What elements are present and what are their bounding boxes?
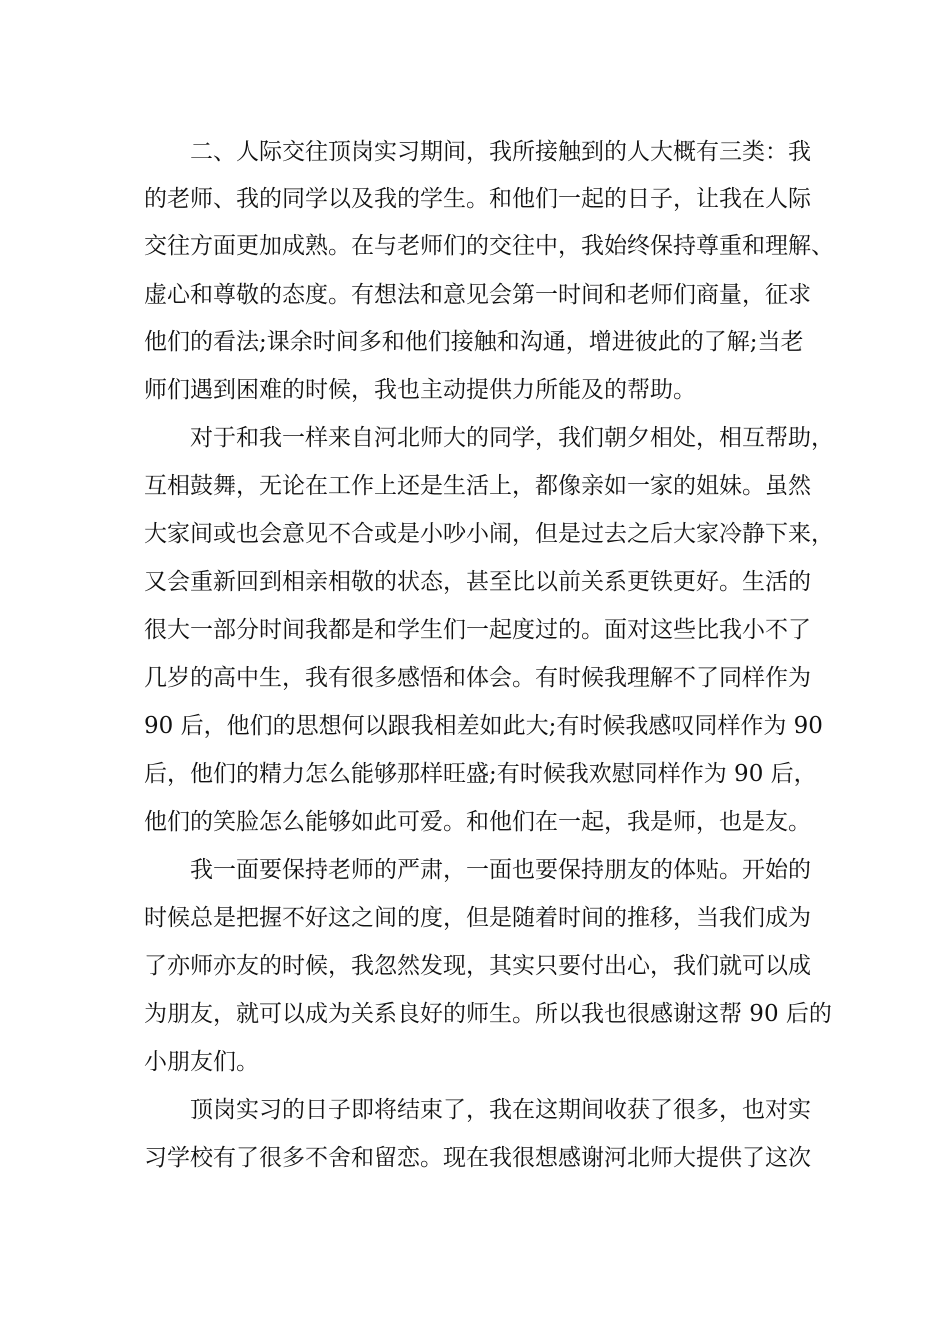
text-line: 的老师、我的同学以及我的学生。和他们一起的日子，让我在人际 — [144, 186, 811, 212]
text-line: 二、人际交往顶岗实习期间，我所接触到的人大概有三类：我 — [144, 139, 811, 165]
text-line: 为朋友，就可以成为关系良好的师生。所以我也很感谢这帮 90 后的 — [144, 1001, 832, 1027]
text-line: 时候总是把握不好这之间的度，但是随着时间的推移，当我们成为 — [144, 905, 811, 931]
text-line: 习学校有了很多不舍和留恋。现在我很想感谢河北师大提供了这次 — [144, 1145, 811, 1171]
text-line: 他们的看法;课余时间多和他们接触和沟通，增进彼此的了解;当老 — [144, 329, 804, 355]
text-line: 师们遇到困难的时候，我也主动提供力所能及的帮助。 — [144, 377, 696, 403]
text-line: 我一面要保持老师的严肃，一面也要保持朋友的体贴。开始的 — [144, 857, 811, 883]
text-line: 交往方面更加成熟。在与老师们的交往中，我始终保持尊重和理解、 — [144, 233, 834, 259]
text-line: 几岁的高中生，我有很多感悟和体会。有时候我理解不了同样作为 — [144, 665, 811, 691]
text-line: 了亦师亦友的时候，我忽然发现，其实只要付出心，我们就可以成 — [144, 953, 811, 979]
text-line: 互相鼓舞，无论在工作上还是生活上，都像亲如一家的姐妹。虽然 — [144, 473, 811, 499]
text-line: 顶岗实习的日子即将结束了，我在这期间收获了很多，也对实 — [144, 1097, 811, 1123]
text-line: 后，他们的精力怎么能够那样旺盛;有时候我欢慰同样作为 90 后， — [144, 761, 817, 787]
text-line: 对于和我一样来自河北师大的同学，我们朝夕相处，相互帮助， — [144, 425, 834, 451]
text-line: 他们的笑脸怎么能够如此可爱。和他们在一起，我是师，也是友。 — [144, 809, 811, 835]
text-line: 90 后，他们的思想何以跟我相差如此大;有时候我感叹同样作为 90 — [144, 713, 823, 739]
text-line: 大家间或也会意见不合或是小吵小闹，但是过去之后大家冷静下来， — [144, 521, 834, 547]
text-line: 虚心和尊敬的态度。有想法和意见会第一时间和老师们商量，征求 — [144, 282, 811, 308]
text-line: 很大一部分时间我都是和学生们一起度过的。面对这些比我小不了 — [144, 617, 811, 643]
text-line: 小朋友们。 — [144, 1049, 259, 1075]
text-line: 又会重新回到相亲相敬的状态，甚至比以前关系更铁更好。生活的 — [144, 569, 811, 595]
